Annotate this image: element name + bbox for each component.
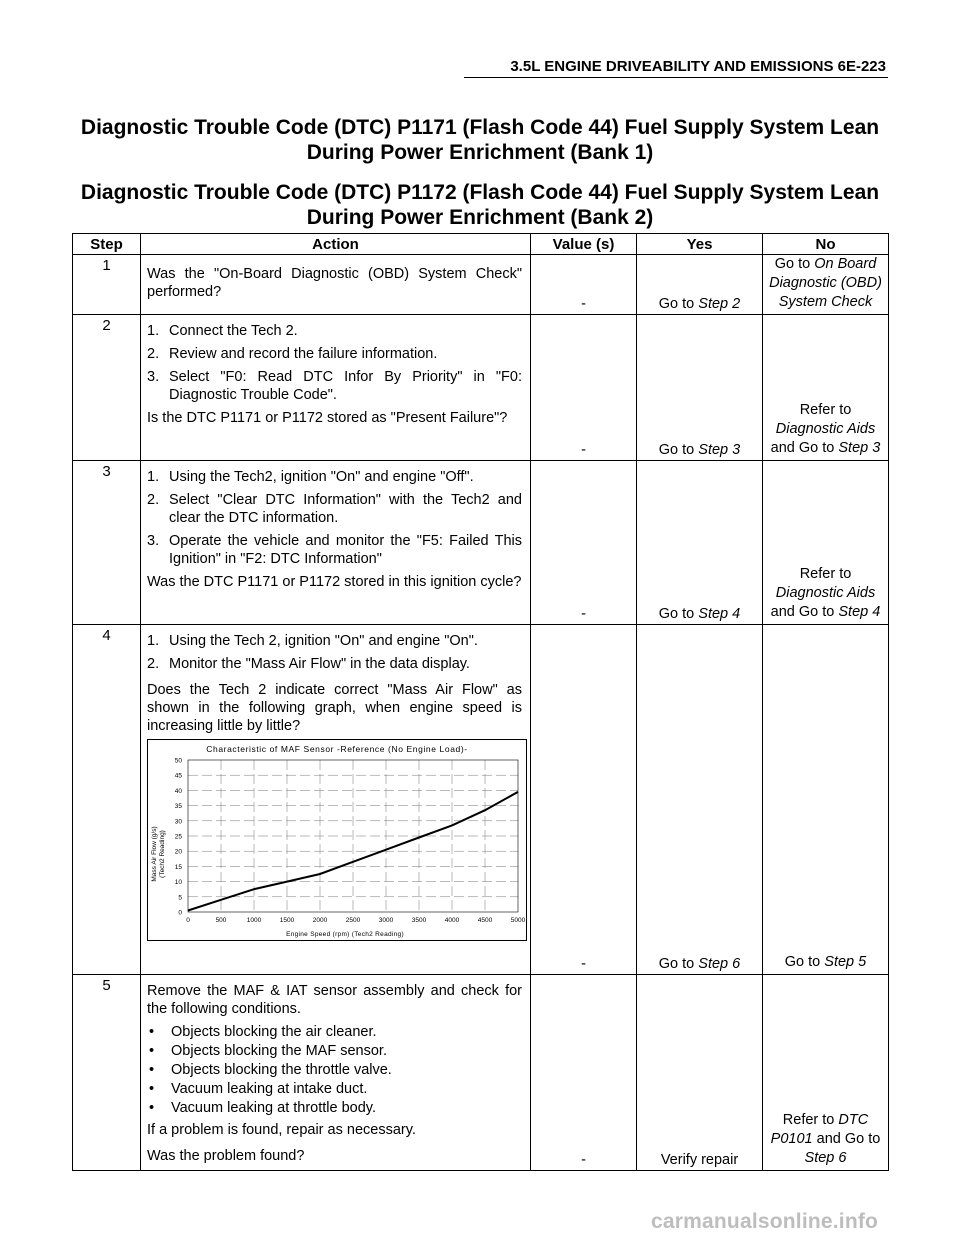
yes-step-link: Step 4 xyxy=(698,606,741,622)
bullet-item xyxy=(147,1099,522,1117)
item-text: Review and record the failure information. xyxy=(169,346,438,362)
action-item xyxy=(147,532,522,568)
x-tick-label: 2500 xyxy=(345,917,361,924)
bullet-item xyxy=(147,1061,522,1079)
step-number: 4 xyxy=(73,625,141,975)
item-text: Select "F0: Read DTC Infor By Priority" in "F0: Diagnostic Trouble Code". xyxy=(169,369,522,403)
bullet-marker: • xyxy=(149,1062,155,1078)
bullet-text: Vacuum leaking at intake duct. xyxy=(171,1081,368,1097)
header-no: No xyxy=(763,234,889,255)
step-number: 5 xyxy=(73,975,141,1171)
x-tick-label: 4500 xyxy=(477,917,493,924)
action-cell xyxy=(141,255,531,315)
action-item xyxy=(147,468,522,486)
y-tick-label: 45 xyxy=(174,772,182,780)
action-cell xyxy=(141,625,531,975)
yes-cell xyxy=(637,625,763,975)
value-cell: - xyxy=(531,625,637,975)
chart-x-label: Engine Speed (rpm) (Tech2 Reading) xyxy=(286,931,404,938)
table-row xyxy=(73,315,889,461)
no-prefix: Refer to xyxy=(799,402,852,418)
header-yes: Yes xyxy=(637,234,763,255)
chart-y-label: Mass Air Flow (g/s) xyxy=(151,826,158,882)
bullet-text: Objects blocking the throttle valve. xyxy=(171,1062,392,1078)
item-number: 2. xyxy=(147,346,160,362)
no-cell xyxy=(763,461,889,625)
no-cell xyxy=(763,315,889,461)
yes-step-link: Step 3 xyxy=(698,442,741,458)
no-prefix: Refer to xyxy=(782,1112,839,1128)
y-tick-label: 20 xyxy=(174,848,182,856)
no-link-part: Step 6 xyxy=(804,1150,847,1166)
item-number: 1. xyxy=(147,323,160,339)
no-prefix: and Go to xyxy=(770,440,839,456)
no-link-part: P0101 xyxy=(770,1131,813,1147)
chart-title: Characteristic of MAF Sensor -Reference (No Engine Load)- xyxy=(206,744,468,754)
yes-cell: Verify repair xyxy=(637,975,763,1171)
action-cell xyxy=(141,461,531,625)
dtc-title-bank2: Diagnostic Trouble Code (DTC) P1172 (Flash Code 44) Fuel Supply System Lean During Power Enrichment (Bank 2) xyxy=(80,181,880,229)
table-row xyxy=(73,975,889,1171)
action-item xyxy=(147,368,522,404)
item-number: 1. xyxy=(147,469,160,485)
action-question: Does the Tech 2 indicate correct "Mass Air Flow" as shown in the following graph, when engine speed is increasing little by little? xyxy=(147,682,522,734)
x-tick-label: 2000 xyxy=(312,917,328,924)
yes-prefix: Go to xyxy=(658,606,699,622)
chart-y-label-sub: (Tech2 Reading) xyxy=(159,830,166,878)
yes-prefix: Go to xyxy=(658,956,699,972)
value-cell: - xyxy=(531,255,637,315)
bullet-text: Objects blocking the MAF sensor. xyxy=(171,1043,387,1059)
x-tick-label: 500 xyxy=(215,917,227,924)
step-number: 1 xyxy=(73,255,141,315)
x-tick-label: 3500 xyxy=(411,917,427,924)
no-prefix: Go to xyxy=(784,954,825,970)
yes-cell xyxy=(637,461,763,625)
y-tick-label: 30 xyxy=(174,818,182,826)
action-question: Was the problem found? xyxy=(147,1148,305,1164)
header-rule xyxy=(464,77,888,78)
y-tick-label: 35 xyxy=(174,803,182,811)
action-item xyxy=(147,345,522,363)
table-header-row xyxy=(73,234,889,255)
yes-prefix: Go to xyxy=(658,296,699,312)
bullet-item xyxy=(147,1042,522,1060)
header-value: Value (s) xyxy=(531,234,637,255)
item-number: 1. xyxy=(147,633,160,649)
bullet-marker: • xyxy=(149,1081,155,1097)
action-question: Was the "On-Board Diagnostic (OBD) System Check" performed? xyxy=(147,266,522,300)
no-cell xyxy=(763,975,889,1171)
action-item xyxy=(147,632,522,650)
item-text: Using the Tech 2, ignition "On" and engine "On". xyxy=(169,633,478,649)
action-question: Was the DTC P1171 or P1172 stored in this ignition cycle? xyxy=(147,574,522,590)
item-text: Select "Clear DTC Information" with the Tech2 and clear the DTC information. xyxy=(169,492,522,526)
no-cell xyxy=(763,625,889,975)
dtc-title-bank1: Diagnostic Trouble Code (DTC) P1171 (Flash Code 44) Fuel Supply System Lean During Power Enrichment (Bank 1) xyxy=(80,116,880,164)
maf-chart xyxy=(147,739,527,941)
chart-ticks xyxy=(175,758,526,925)
step-number: 3 xyxy=(73,461,141,625)
yes-prefix: Go to xyxy=(658,442,699,458)
watermark: carmanualsonline.info xyxy=(651,1210,879,1233)
x-tick-label: 1000 xyxy=(246,917,262,924)
diagnostic-table xyxy=(72,233,889,1171)
action-intro: Remove the MAF & IAT sensor assembly and check for the following conditions. xyxy=(147,983,522,1017)
no-cell xyxy=(763,255,889,315)
item-number: 3. xyxy=(147,533,160,549)
table-row xyxy=(73,625,889,975)
no-suffix: and Go to xyxy=(812,1131,881,1147)
item-number: 3. xyxy=(147,369,160,385)
chart-grid xyxy=(188,760,518,912)
y-tick-label: 15 xyxy=(174,863,182,871)
no-link-part: Diagnostic Aids xyxy=(775,421,876,437)
bullet-item xyxy=(147,1023,522,1041)
action-item xyxy=(147,655,522,673)
no-prefix: Refer to xyxy=(799,566,852,582)
value-cell: - xyxy=(531,461,637,625)
no-link-part: On Board xyxy=(814,256,877,272)
yes-cell xyxy=(637,315,763,461)
no-step-link: Step 5 xyxy=(824,954,867,970)
x-tick-label: 1500 xyxy=(279,917,295,924)
item-text: Using the Tech2, ignition "On" and engine "Off". xyxy=(169,469,474,485)
y-tick-label: 40 xyxy=(174,787,182,795)
no-link-part: Step 4 xyxy=(838,604,881,620)
value-cell: - xyxy=(531,315,637,461)
no-link-part: Diagnostic (OBD) xyxy=(769,275,882,291)
bullet-item xyxy=(147,1080,522,1098)
no-link-part: System Check xyxy=(778,294,873,310)
bullet-text: Objects blocking the air cleaner. xyxy=(171,1024,377,1040)
bullet-text: Vacuum leaking at throttle body. xyxy=(171,1100,376,1116)
x-tick-label: 3000 xyxy=(378,917,394,924)
step-number: 2 xyxy=(73,315,141,461)
y-tick-label: 10 xyxy=(174,879,182,887)
x-tick-label: 5000 xyxy=(510,917,526,924)
table-row xyxy=(73,255,889,315)
yes-cell xyxy=(637,255,763,315)
no-link-part: DTC xyxy=(838,1112,869,1128)
yes-step-link: Step 2 xyxy=(698,296,741,312)
value-cell: - xyxy=(531,975,637,1171)
y-tick-label: 25 xyxy=(174,833,182,841)
table-row xyxy=(73,461,889,625)
action-question: Is the DTC P1171 or P1172 stored as "Present Failure"? xyxy=(147,410,508,426)
bullet-marker: • xyxy=(149,1024,155,1040)
item-text: Connect the Tech 2. xyxy=(169,323,298,339)
no-link-part: Diagnostic Aids xyxy=(775,585,876,601)
action-item xyxy=(147,322,522,340)
y-tick-label: 0 xyxy=(178,909,182,917)
page-header: 3.5L ENGINE DRIVEABILITY AND EMISSIONS 6E-223 xyxy=(510,58,886,75)
maf-chart-svg xyxy=(148,740,526,940)
no-prefix: and Go to xyxy=(770,604,839,620)
x-tick-label: 4000 xyxy=(444,917,460,924)
y-tick-label: 5 xyxy=(178,894,182,902)
item-text: Operate the vehicle and monitor the "F5: Failed This Ignition" in "F2: DTC Information" xyxy=(169,533,522,567)
bullet-marker: • xyxy=(149,1100,155,1116)
item-number: 2. xyxy=(147,492,160,508)
no-prefix: Go to xyxy=(774,256,815,272)
item-text: Monitor the "Mass Air Flow" in the data display. xyxy=(169,656,470,672)
y-tick-label: 50 xyxy=(174,757,182,765)
header-step: Step xyxy=(73,234,141,255)
item-number: 2. xyxy=(147,656,160,672)
bullet-marker: • xyxy=(149,1043,155,1059)
action-cell xyxy=(141,315,531,461)
action-repair-note: If a problem is found, repair as necessary. xyxy=(147,1122,416,1138)
action-item xyxy=(147,491,522,527)
header-action: Action xyxy=(141,234,531,255)
x-tick-label: 0 xyxy=(186,917,190,924)
no-link-part: Step 3 xyxy=(838,440,881,456)
action-cell xyxy=(141,975,531,1171)
yes-step-link: Step 6 xyxy=(698,956,741,972)
